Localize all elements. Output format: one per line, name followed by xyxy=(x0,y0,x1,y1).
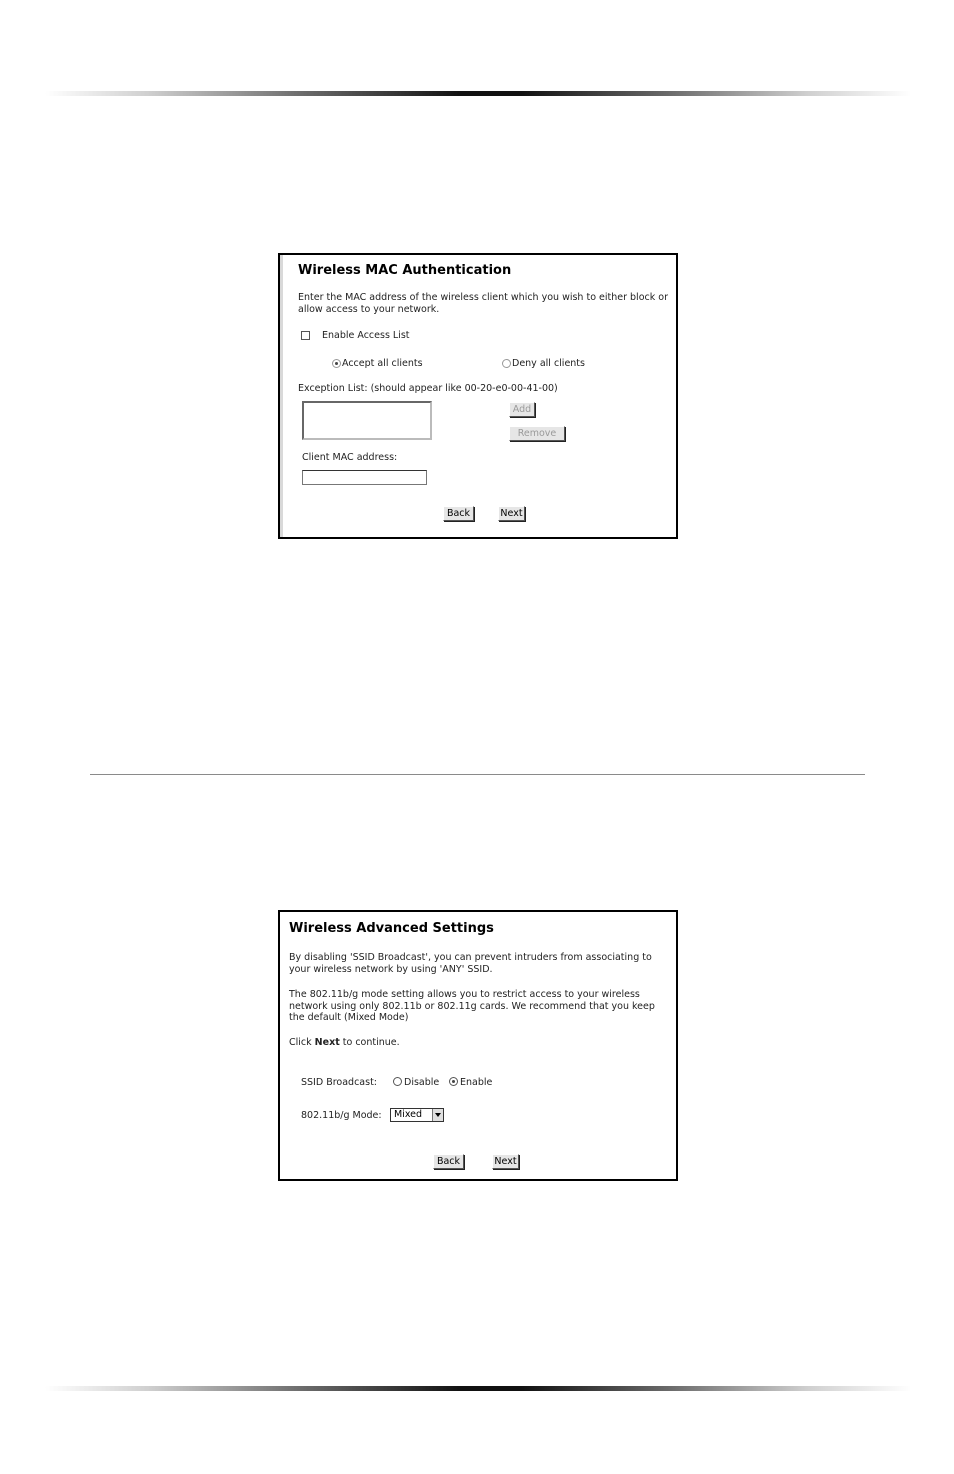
next-emphasis: Next xyxy=(314,1037,340,1048)
next-button[interactable]: Next xyxy=(492,1154,519,1169)
exception-listbox[interactable] xyxy=(302,401,432,440)
enable-access-list-checkbox[interactable] xyxy=(301,331,310,340)
mac-authentication-panel xyxy=(278,253,678,539)
enable-access-list-label: Enable Access List xyxy=(322,330,410,341)
continue-instruction: Click Next to continue. xyxy=(289,1037,400,1048)
remove-button[interactable]: Remove xyxy=(509,426,565,441)
client-mac-input[interactable] xyxy=(302,470,427,485)
ssid-enable-radio[interactable] xyxy=(449,1077,458,1086)
ssid-disable-label: Disable xyxy=(404,1077,440,1088)
advanced-title: Wireless Advanced Settings xyxy=(289,921,494,936)
mac-auth-description: Enter the MAC address of the wireless client which you wish to either block or allow access to your network. xyxy=(298,292,668,315)
header-rule xyxy=(45,91,911,96)
exception-list-label: Exception List: (should appear like 00-20-e0-00-41-00) xyxy=(298,383,558,394)
advanced-settings-panel xyxy=(278,910,678,1181)
mode-select[interactable] xyxy=(390,1108,444,1122)
ssid-broadcast-label: SSID Broadcast: xyxy=(301,1077,377,1088)
back-button[interactable]: Back xyxy=(433,1154,464,1169)
deny-all-radio[interactable] xyxy=(502,359,511,368)
chevron-down-icon[interactable] xyxy=(432,1109,443,1121)
client-mac-label: Client MAC address: xyxy=(302,452,398,463)
ssid-description: By disabling 'SSID Broadcast', you can prevent intruders from associating to your wireless network by using 'ANY' SSID. xyxy=(289,952,652,975)
footer-rule xyxy=(45,1386,911,1391)
next-button[interactable]: Next xyxy=(498,506,525,521)
mode-description: The 802.11b/g mode setting allows you to restrict access to your wireless network using only 802.11b or 802.11g cards. We recommend that you keep the default (Mixed Mode) xyxy=(289,989,655,1023)
mode-label: 802.11b/g Mode: xyxy=(301,1110,382,1121)
ssid-disable-radio[interactable] xyxy=(393,1077,402,1086)
accept-all-label: Accept all clients xyxy=(342,358,423,369)
deny-all-label: Deny all clients xyxy=(512,358,585,369)
mode-select-value: Mixed xyxy=(394,1109,423,1120)
accept-all-radio[interactable] xyxy=(332,359,341,368)
section-divider xyxy=(90,774,865,775)
back-button[interactable]: Back xyxy=(443,506,474,521)
add-button[interactable]: Add xyxy=(509,402,535,417)
ssid-enable-label: Enable xyxy=(460,1077,493,1088)
mac-auth-title: Wireless MAC Authentication xyxy=(298,263,512,278)
panel-edge xyxy=(280,255,283,537)
